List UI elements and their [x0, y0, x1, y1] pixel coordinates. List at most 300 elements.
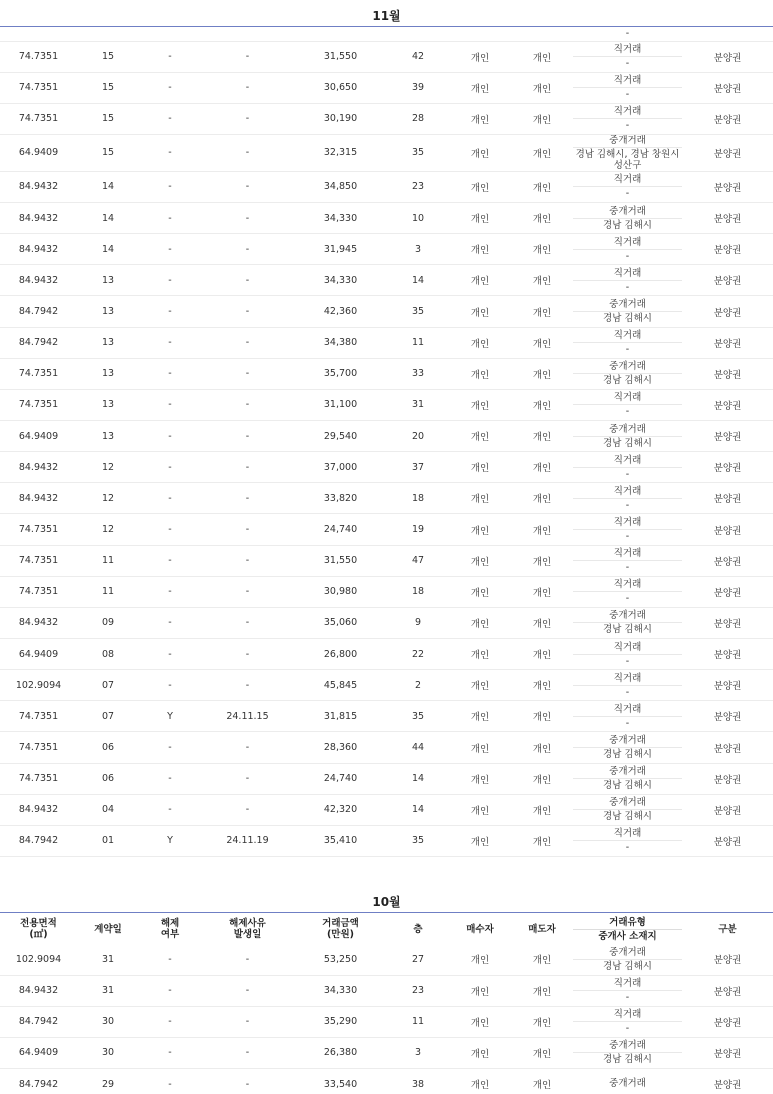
table-row [0, 234, 773, 265]
month-title-october: 10월 [372, 895, 401, 909]
cell-cancel: - [139, 41, 201, 72]
deal-type-label: 중개거래 [609, 766, 646, 778]
cell-contract-day: 13 [77, 265, 139, 296]
deal-type-label: 중개거래 [609, 1078, 646, 1090]
cell-area: 84.9432 [0, 171, 77, 202]
cell-contract-day: 15 [77, 72, 139, 103]
cell-category: 분양권 [682, 483, 773, 514]
cell-area: 84.9432 [0, 607, 77, 638]
cell-contract-day: 06 [77, 763, 139, 794]
agent-location: - [573, 654, 682, 667]
cell-buyer: 개인 [449, 794, 511, 825]
table-row [0, 421, 773, 452]
cell-area: 74.7351 [0, 701, 77, 732]
cell-floor: 3 [387, 234, 449, 265]
cell-seller: 개인 [511, 1069, 573, 1094]
cell-deal-type [573, 134, 682, 171]
cell-contract-day: 15 [77, 41, 139, 72]
table-row [0, 103, 773, 134]
cell-price: 24,740 [294, 514, 387, 545]
cell-deal-type [573, 975, 682, 1006]
cell-seller: 개인 [511, 203, 573, 234]
table-header-row [0, 914, 773, 944]
cell-seller: 개인 [511, 576, 573, 607]
cell-floor: 35 [387, 134, 449, 171]
cell-buyer: 개인 [449, 103, 511, 134]
cell-floor: 47 [387, 545, 449, 576]
cell-cancel-date: - [201, 763, 294, 794]
cell-cancel: - [139, 72, 201, 103]
november-transactions-table [0, 27, 773, 857]
cell-seller: 개인 [511, 1037, 573, 1068]
cell-seller: 개인 [511, 358, 573, 389]
table-row [0, 327, 773, 358]
cell-seller: 개인 [511, 607, 573, 638]
cell-cancel-date: - [201, 103, 294, 134]
cell-area: 74.7351 [0, 72, 77, 103]
deal-type-label: 중개거래 [609, 797, 646, 809]
cell-category: 분양권 [682, 670, 773, 701]
cell-seller: 개인 [511, 103, 573, 134]
cell-floor: 20 [387, 421, 449, 452]
cell-buyer: 개인 [449, 975, 511, 1006]
cell-area: 74.7351 [0, 389, 77, 420]
cell-price: 30,980 [294, 576, 387, 607]
cell-cancel: - [139, 1037, 201, 1068]
cell-cancel: - [139, 421, 201, 452]
agent-location: 경남 김해시 [573, 778, 682, 791]
cell-cancel: - [139, 452, 201, 483]
cell-price: 33,540 [294, 1069, 387, 1094]
cell-cancel: - [139, 483, 201, 514]
cell-deal-type [573, 514, 682, 545]
cell-seller: 개인 [511, 545, 573, 576]
deal-type-label: 직거래 [613, 485, 642, 497]
cell-deal-type [573, 483, 682, 514]
cell-floor: 3 [387, 1037, 449, 1068]
cell-cancel-date: - [201, 545, 294, 576]
cell-cancel-date: - [201, 607, 294, 638]
cell-contract-day: 14 [77, 234, 139, 265]
cell-seller: 개인 [511, 483, 573, 514]
cell-cancel-date: - [201, 670, 294, 701]
deal-type-label: 중개거래 [609, 946, 646, 958]
cell-seller: 개인 [511, 134, 573, 171]
deal-type-label: 직거래 [613, 828, 642, 840]
cell-deal-type [573, 296, 682, 327]
cell-category: 분양권 [682, 514, 773, 545]
cell-buyer: 개인 [449, 358, 511, 389]
cell-seller: 개인 [511, 327, 573, 358]
cell-price: 35,410 [294, 825, 387, 856]
cell-buyer: 개인 [449, 134, 511, 171]
cell-cancel-date: - [201, 794, 294, 825]
cell-category: 분양권 [682, 794, 773, 825]
cell-buyer: 개인 [449, 1006, 511, 1037]
cell-deal-type [573, 171, 682, 202]
cell-buyer: 개인 [449, 944, 511, 975]
deal-type-label: 직거래 [613, 75, 642, 87]
agent-location: - [573, 467, 682, 480]
cell-seller: 개인 [511, 732, 573, 763]
cell-category: 분양권 [682, 576, 773, 607]
agent-location: - [573, 685, 682, 698]
cell-deal-type [573, 327, 682, 358]
cell-floor: 14 [387, 265, 449, 296]
cell-category: 분양권 [682, 358, 773, 389]
cell-cancel-date: 24.11.19 [201, 825, 294, 856]
section-rule-october [0, 912, 773, 913]
cell-contract-day: 07 [77, 670, 139, 701]
cell-cancel-date: - [201, 72, 294, 103]
cell-floor: 23 [387, 975, 449, 1006]
cell-cancel: - [139, 134, 201, 171]
cell-price: 42,360 [294, 296, 387, 327]
header-category: 구분 [718, 923, 737, 935]
cell-price: 31,550 [294, 41, 387, 72]
cell-contract-day: 30 [77, 1037, 139, 1068]
cell-buyer: 개인 [449, 763, 511, 794]
cell-cancel-date: - [201, 389, 294, 420]
cell-contract-day: 13 [77, 358, 139, 389]
agent-location: - [573, 186, 682, 199]
agent-location: 경남 김해시 [573, 436, 682, 449]
cell-deal-type [573, 701, 682, 732]
cell-cancel-date: - [201, 265, 294, 296]
cell-area: 102.9094 [0, 670, 77, 701]
cell-area: 84.9432 [0, 452, 77, 483]
cell-price: 30,650 [294, 72, 387, 103]
cell-category: 분양권 [682, 639, 773, 670]
agent-location: - [573, 591, 682, 604]
table-row [0, 576, 773, 607]
cell-floor: 2 [387, 670, 449, 701]
cell-cancel-date: - [201, 1069, 294, 1094]
cell-contract-day: 12 [77, 514, 139, 545]
cell-floor: 44 [387, 732, 449, 763]
cell-contract-day: 13 [77, 421, 139, 452]
deal-type-label: 직거래 [613, 548, 642, 560]
cell-deal-type [573, 72, 682, 103]
cell-floor: 11 [387, 1006, 449, 1037]
deal-type-label: 직거래 [613, 517, 642, 529]
table-row [0, 134, 773, 171]
agent-location: 경남 김해시 [573, 959, 682, 972]
cell-price: 42,320 [294, 794, 387, 825]
cell-price: 31,100 [294, 389, 387, 420]
cell-price: 29,540 [294, 421, 387, 452]
agent-location: - [573, 280, 682, 293]
agent-location: 경남 김해시 [573, 622, 682, 635]
cell-cancel: - [139, 265, 201, 296]
cell-deal-type [573, 732, 682, 763]
cell-area: 84.9432 [0, 975, 77, 1006]
cell-cancel: - [139, 389, 201, 420]
cell-price: 31,945 [294, 234, 387, 265]
agent-location: - [573, 118, 682, 131]
cell-category: 분양권 [682, 975, 773, 1006]
agent-location: - [573, 1021, 682, 1034]
deal-type-label: 직거래 [613, 579, 642, 591]
table-row [0, 452, 773, 483]
header-cancel: 해제 여부 [160, 918, 180, 940]
cell-buyer: 개인 [449, 234, 511, 265]
table-row [0, 514, 773, 545]
cell-cancel-date: - [201, 358, 294, 389]
cell-floor: 14 [387, 794, 449, 825]
cell-area: 84.7942 [0, 1069, 77, 1094]
cell-price: 30,190 [294, 103, 387, 134]
cell-price: 24,740 [294, 763, 387, 794]
cell-seller: 개인 [511, 171, 573, 202]
table-row [0, 607, 773, 638]
cell-cancel-date: - [201, 234, 294, 265]
agent-location: - [573, 716, 682, 729]
cell-buyer: 개인 [449, 389, 511, 420]
cell-area: 74.7351 [0, 103, 77, 134]
cell-area: 84.9432 [0, 794, 77, 825]
table-row [0, 701, 773, 732]
cell-area: 84.7942 [0, 825, 77, 856]
cell-cancel-date: - [201, 975, 294, 1006]
cell-deal-type [573, 825, 682, 856]
cell-buyer: 개인 [449, 327, 511, 358]
table-row [0, 296, 773, 327]
cell-price: 34,380 [294, 327, 387, 358]
cell-contract-day: 06 [77, 732, 139, 763]
agent-location: - [573, 249, 682, 262]
cell-cancel: - [139, 944, 201, 975]
cell-deal-type [573, 452, 682, 483]
cell-cancel: - [139, 576, 201, 607]
cell-category: 분양권 [682, 41, 773, 72]
deal-type-stub: - [573, 27, 682, 41]
header-area: 전용면적 (㎡) [20, 918, 57, 940]
cell-price: 31,815 [294, 701, 387, 732]
cell-contract-day: 31 [77, 975, 139, 1006]
cell-seller: 개인 [511, 639, 573, 670]
cell-price: 34,330 [294, 265, 387, 296]
cell-cancel: - [139, 296, 201, 327]
table-row [0, 171, 773, 202]
cell-buyer: 개인 [449, 72, 511, 103]
cell-seller: 개인 [511, 265, 573, 296]
deal-type-label: 직거래 [613, 1009, 642, 1021]
cell-area: 64.9409 [0, 134, 77, 171]
agent-location: - [573, 404, 682, 417]
cell-seller: 개인 [511, 944, 573, 975]
cell-deal-type [573, 607, 682, 638]
deal-type-label: 중개거래 [609, 134, 646, 146]
cell-deal-type [573, 944, 682, 975]
deal-type-label: 직거래 [613, 106, 642, 118]
cell-deal-type [573, 763, 682, 794]
cell-category: 분양권 [682, 134, 773, 171]
table-row [0, 389, 773, 420]
cell-buyer: 개인 [449, 545, 511, 576]
agent-location: - [573, 529, 682, 542]
month-title-november: 11월 [372, 9, 401, 23]
cell-floor: 18 [387, 576, 449, 607]
cell-price: 35,060 [294, 607, 387, 638]
agent-location: - [573, 560, 682, 573]
cell-deal-type [573, 41, 682, 72]
cell-cancel-date: - [201, 421, 294, 452]
deal-type-label: 직거래 [613, 236, 642, 248]
cell-buyer: 개인 [449, 171, 511, 202]
cell-area: 74.7351 [0, 358, 77, 389]
cell-category: 분양권 [682, 732, 773, 763]
cell-seller: 개인 [511, 72, 573, 103]
cell-floor: 42 [387, 41, 449, 72]
cell-cancel-date: - [201, 171, 294, 202]
cell-contract-day: 01 [77, 825, 139, 856]
cell-floor: 28 [387, 103, 449, 134]
agent-location: - [573, 498, 682, 511]
cell-cancel-date: - [201, 296, 294, 327]
cell-category: 분양권 [682, 452, 773, 483]
cell-cancel: - [139, 327, 201, 358]
cell-price: 37,000 [294, 452, 387, 483]
cell-contract-day: 12 [77, 452, 139, 483]
cell-floor: 38 [387, 1069, 449, 1094]
cell-price: 26,380 [294, 1037, 387, 1068]
cell-category: 분양권 [682, 763, 773, 794]
cell-cancel: - [139, 203, 201, 234]
cell-contract-day: 04 [77, 794, 139, 825]
cell-seller: 개인 [511, 514, 573, 545]
deal-type-label: 직거래 [613, 44, 642, 56]
cell-category: 분양권 [682, 1037, 773, 1068]
cell-floor: 9 [387, 607, 449, 638]
cell-cancel-date: - [201, 944, 294, 975]
deal-type-label: 직거래 [613, 392, 642, 404]
table-row [0, 1069, 773, 1094]
table-row [0, 483, 773, 514]
cell-area: 84.9432 [0, 483, 77, 514]
cell-price: 33,820 [294, 483, 387, 514]
cell-price: 45,845 [294, 670, 387, 701]
cell-seller: 개인 [511, 670, 573, 701]
cell-contract-day: 11 [77, 576, 139, 607]
cell-area: 84.9432 [0, 265, 77, 296]
cell-deal-type [573, 545, 682, 576]
cell-deal-type [573, 576, 682, 607]
cell-area: 64.9409 [0, 421, 77, 452]
cell-category: 분양권 [682, 1069, 773, 1094]
cell-seller: 개인 [511, 763, 573, 794]
cell-floor: 35 [387, 825, 449, 856]
header-buyer: 매수자 [466, 923, 494, 935]
cell-cancel: - [139, 545, 201, 576]
cell-buyer: 개인 [449, 639, 511, 670]
cell-cancel-date: - [201, 732, 294, 763]
cell-contract-day: 29 [77, 1069, 139, 1094]
cell-floor: 31 [387, 389, 449, 420]
cell-floor: 39 [387, 72, 449, 103]
cell-contract-day: 11 [77, 545, 139, 576]
cell-cancel-date: - [201, 327, 294, 358]
cell-deal-type [573, 670, 682, 701]
cell-cancel: - [139, 171, 201, 202]
agent-location: 경남 김해시 [573, 747, 682, 760]
cell-deal-type [573, 265, 682, 296]
cell-contract-day: 30 [77, 1006, 139, 1037]
cell-area: 64.9409 [0, 639, 77, 670]
cell-buyer: 개인 [449, 1069, 511, 1094]
cell-floor: 10 [387, 203, 449, 234]
agent-location: 경남 김해시 [573, 218, 682, 231]
cell-area: 64.9409 [0, 1037, 77, 1068]
cell-price: 35,290 [294, 1006, 387, 1037]
agent-location: 경남 김해시 [573, 809, 682, 822]
cell-deal-type [573, 234, 682, 265]
table-row [0, 358, 773, 389]
agent-location: - [573, 56, 682, 69]
cell-buyer: 개인 [449, 607, 511, 638]
cell-contract-day: 08 [77, 639, 139, 670]
cell-seller: 개인 [511, 975, 573, 1006]
cell-cancel: - [139, 732, 201, 763]
cell-area: 74.7351 [0, 41, 77, 72]
cell-cancel-date: - [201, 41, 294, 72]
cell-contract-day: 31 [77, 944, 139, 975]
cell-area: 84.7942 [0, 1006, 77, 1037]
cell-deal-type [573, 1037, 682, 1068]
cell-area: 84.9432 [0, 203, 77, 234]
deal-type-label: 중개거래 [609, 205, 646, 217]
cell-category: 분양권 [682, 296, 773, 327]
cell-cancel-date: - [201, 134, 294, 171]
table-row [0, 203, 773, 234]
cell-contract-day: 15 [77, 103, 139, 134]
deal-type-label: 직거래 [613, 641, 642, 653]
table-row [0, 670, 773, 701]
header-price: 거래금액 (만원) [322, 918, 359, 940]
header-deal-type: 거래유형 중개사 소재지 [573, 914, 682, 944]
cell-category: 분양권 [682, 701, 773, 732]
deal-type-label: 직거래 [613, 454, 642, 466]
header-contract-day: 계약일 [94, 923, 122, 935]
cell-seller: 개인 [511, 389, 573, 420]
table-row [0, 1037, 773, 1068]
cell-cancel: - [139, 514, 201, 545]
table-row [0, 41, 773, 72]
cell-category: 분양권 [682, 203, 773, 234]
deal-type-label: 직거래 [613, 267, 642, 279]
cell-area: 74.7351 [0, 732, 77, 763]
table-row [0, 794, 773, 825]
cell-category: 분양권 [682, 944, 773, 975]
cell-floor: 18 [387, 483, 449, 514]
cell-area: 84.9432 [0, 234, 77, 265]
cell-deal-type [573, 639, 682, 670]
cell-cancel-date: - [201, 203, 294, 234]
cell-deal-type [573, 103, 682, 134]
table-row-stub [0, 27, 773, 41]
cell-contract-day: 07 [77, 701, 139, 732]
cell-category: 분양권 [682, 545, 773, 576]
cell-price: 26,800 [294, 639, 387, 670]
cell-buyer: 개인 [449, 452, 511, 483]
deal-type-label: 직거래 [613, 978, 642, 990]
cell-cancel-date: - [201, 639, 294, 670]
cell-cancel: - [139, 639, 201, 670]
cell-cancel-date: 24.11.15 [201, 701, 294, 732]
cell-cancel: - [139, 103, 201, 134]
deal-type-label: 직거래 [613, 703, 642, 715]
table-row [0, 72, 773, 103]
